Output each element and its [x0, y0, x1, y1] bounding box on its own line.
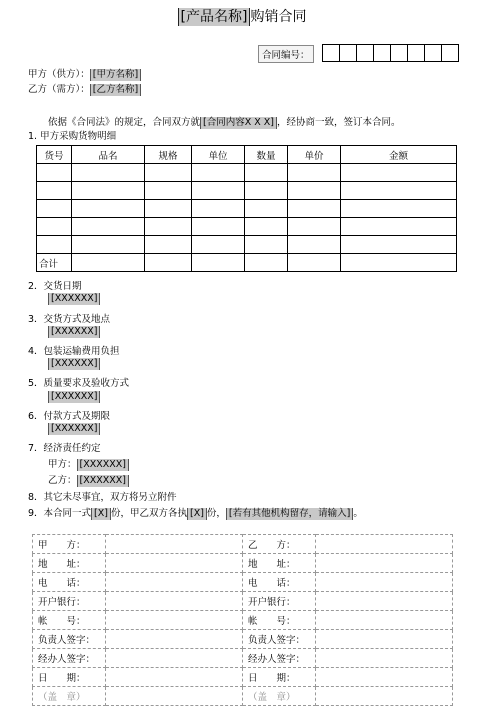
item-3-label: 3．交货方式及地点 — [28, 314, 111, 325]
contract-no-boxes[interactable] — [322, 44, 459, 62]
sign-a-label: 地 址： — [33, 554, 106, 573]
party-b-field[interactable]: [乙方名称] — [90, 84, 141, 96]
sign-a-value[interactable] — [106, 611, 243, 630]
sign-a-label: 帐 号： — [33, 611, 106, 630]
goods-table — [36, 145, 457, 272]
party-a-field[interactable]: [甲方名称] — [90, 69, 141, 81]
table-cell[interactable] — [341, 218, 457, 236]
table-cell[interactable] — [72, 218, 145, 236]
contract-no-digit-box[interactable] — [322, 44, 340, 62]
item-9-text-4: 。 — [353, 508, 363, 519]
total-cell[interactable] — [145, 254, 192, 272]
col-item-no: 货号 — [37, 146, 72, 164]
product-name-field[interactable]: [产品名称] — [178, 8, 251, 26]
item-6-field[interactable]: [XXXXXX] — [48, 423, 100, 435]
sign-b-value[interactable] — [316, 554, 453, 573]
sign-a-label: 日 期： — [33, 668, 106, 687]
table-cell[interactable] — [37, 236, 72, 254]
item-7-b-label: 乙方： — [48, 475, 77, 486]
item-2-label: 2．交货日期 — [28, 281, 82, 292]
total-cell[interactable] — [192, 254, 245, 272]
table-cell[interactable] — [245, 182, 288, 200]
table-cell[interactable] — [37, 182, 72, 200]
total-cell[interactable] — [72, 254, 145, 272]
item-9-text-3: 份， — [206, 508, 226, 519]
table-cell[interactable] — [192, 236, 245, 254]
table-cell[interactable] — [72, 164, 145, 182]
signature-row — [33, 554, 453, 573]
sign-b-label: 帐 号： — [242, 611, 315, 630]
signature-row — [33, 592, 453, 611]
sign-a-label: 负责人签字： — [33, 630, 106, 649]
party-b-label: 乙方（需方）： — [28, 84, 90, 95]
table-row — [37, 182, 457, 200]
section-1-heading: 1. 甲方采购货物明细 — [28, 131, 117, 142]
table-cell[interactable] — [145, 236, 192, 254]
sign-b-label: 地 址： — [242, 554, 315, 573]
table-cell[interactable] — [288, 200, 341, 218]
table-cell[interactable] — [145, 182, 192, 200]
contract-no-digit-box[interactable] — [425, 44, 442, 62]
item-2-field[interactable]: [XXXXXX] — [48, 293, 100, 305]
contract-no-digit-box[interactable] — [408, 44, 425, 62]
seal-b: （盖 章） — [242, 687, 315, 706]
total-cell[interactable] — [288, 254, 341, 272]
table-cell[interactable] — [192, 164, 245, 182]
table-cell[interactable] — [37, 218, 72, 236]
goods-table-body — [37, 164, 457, 254]
seal-b-area[interactable] — [316, 687, 453, 706]
sign-a-label: 经办人签字： — [33, 649, 106, 668]
sign-b-value[interactable] — [316, 611, 453, 630]
title-suffix: 购销合同 — [250, 9, 307, 25]
sign-a-label: 电 话： — [33, 573, 106, 592]
sign-a-value[interactable] — [106, 535, 243, 554]
signature-row — [33, 535, 453, 554]
table-cell[interactable] — [341, 164, 457, 182]
table-cell[interactable] — [341, 200, 457, 218]
table-cell[interactable] — [192, 182, 245, 200]
copies-each-field[interactable]: [X] — [187, 508, 207, 520]
table-row — [37, 218, 457, 236]
item-7-label: 7．经济责任约定 — [28, 443, 101, 454]
table-cell[interactable] — [288, 182, 341, 200]
sign-a-label: 开户银行： — [33, 592, 106, 611]
item-7-b-field[interactable]: [XXXXXX] — [77, 475, 129, 487]
seal-a-area[interactable] — [106, 687, 243, 706]
item-9-text-1: 9．本合同一式 — [28, 508, 92, 519]
seal-a: （盖 章） — [33, 687, 106, 706]
col-spec: 规格 — [145, 146, 192, 164]
table-row — [37, 236, 457, 254]
contract-no-digit-box[interactable] — [357, 44, 374, 62]
col-unit: 单位 — [192, 146, 245, 164]
sign-b-value[interactable] — [316, 649, 453, 668]
intro-paragraph — [48, 114, 401, 129]
item-7-a-label: 甲方： — [48, 459, 77, 470]
goods-table-header — [37, 146, 457, 164]
contract-no-digit-box[interactable] — [340, 44, 357, 62]
intro-prefix: 依据《合同法》的规定，合同双方就 — [48, 117, 201, 128]
table-cell[interactable] — [192, 218, 245, 236]
item-6-label: 6．付款方式及期限 — [28, 411, 111, 422]
table-cell[interactable] — [341, 182, 457, 200]
sign-a-value[interactable] — [106, 649, 243, 668]
sign-a-value[interactable] — [106, 592, 243, 611]
table-cell[interactable] — [37, 200, 72, 218]
total-cell[interactable] — [341, 254, 457, 272]
document-title — [0, 6, 484, 26]
table-cell[interactable] — [245, 164, 288, 182]
item-7-party-a — [48, 456, 129, 471]
table-cell[interactable] — [72, 182, 145, 200]
signature-row — [33, 649, 453, 668]
signature-row — [33, 630, 453, 649]
signature-row — [33, 611, 453, 630]
col-product-name: 品名 — [72, 146, 145, 164]
contract-no-label: 合同编号： — [258, 45, 314, 63]
sign-b-label: 电 话： — [242, 573, 315, 592]
sign-a-value[interactable] — [106, 573, 243, 592]
col-amount: 金额 — [341, 146, 457, 164]
sign-b-value[interactable] — [316, 630, 453, 649]
table-cell[interactable] — [288, 236, 341, 254]
item-4-field[interactable]: [XXXXXX] — [48, 358, 100, 370]
item-4-label: 4．包装运输费用负担 — [28, 346, 120, 357]
party-b-line — [28, 81, 141, 96]
table-cell[interactable] — [145, 218, 192, 236]
item-7-party-b — [48, 472, 129, 487]
table-cell[interactable] — [245, 218, 288, 236]
intro-suffix: ，经协商一致，签订本合同。 — [277, 117, 401, 128]
item-9-text-2: 份，甲乙双方各执 — [110, 508, 187, 519]
goods-total-row — [37, 254, 457, 272]
table-cell[interactable] — [72, 200, 145, 218]
sign-b-value[interactable] — [316, 573, 453, 592]
sign-b-label: 负责人签字： — [242, 630, 315, 649]
table-cell[interactable] — [245, 236, 288, 254]
total-label: 合计 — [37, 254, 72, 272]
item-5-label: 5．质量要求及验收方式 — [28, 378, 130, 389]
table-row — [37, 164, 457, 182]
sign-b-label: 开户银行： — [242, 592, 315, 611]
sign-a-value[interactable] — [106, 668, 243, 687]
signature-row — [33, 668, 453, 687]
item-3-field[interactable]: [XXXXXX] — [48, 326, 100, 338]
contract-no-digit-box[interactable] — [442, 44, 459, 62]
sign-b-label: 经办人签字： — [242, 649, 315, 668]
sign-b-label: 日 期： — [242, 668, 315, 687]
item-7-a-field[interactable]: [XXXXXX] — [77, 459, 129, 471]
sign-b-value[interactable] — [316, 668, 453, 687]
signature-row — [33, 573, 453, 592]
table-cell[interactable] — [145, 200, 192, 218]
table-row — [37, 200, 457, 218]
table-cell[interactable] — [192, 200, 245, 218]
table-cell[interactable] — [245, 200, 288, 218]
contract-content-field[interactable]: [合同内容X X X] — [200, 117, 277, 129]
col-unit-price: 单价 — [288, 146, 341, 164]
seal-row — [33, 687, 453, 706]
sign-a-value[interactable] — [106, 630, 243, 649]
sign-b-value[interactable] — [316, 592, 453, 611]
copies-total-field[interactable]: [X] — [91, 508, 111, 520]
table-cell[interactable] — [288, 164, 341, 182]
sign-b-value[interactable] — [316, 535, 453, 554]
party-a-label: 甲方（供方）： — [28, 69, 90, 80]
item-9-line — [28, 505, 363, 520]
other-holder-field[interactable]: [若有其他机构留存，请输入] — [226, 508, 353, 520]
sign-b-label: 乙 方： — [242, 535, 315, 554]
table-cell[interactable] — [288, 218, 341, 236]
party-a-line — [28, 66, 141, 81]
item-5-field[interactable]: [XXXXXX] — [48, 391, 100, 403]
table-cell[interactable] — [37, 164, 72, 182]
table-cell[interactable] — [341, 236, 457, 254]
table-cell[interactable] — [145, 164, 192, 182]
sign-a-value[interactable] — [106, 554, 243, 573]
table-cell[interactable] — [72, 236, 145, 254]
total-cell[interactable] — [245, 254, 288, 272]
item-8-text: 8．其它未尽事宜，双方将另立附件 — [28, 492, 177, 503]
contract-no-digit-box[interactable] — [374, 44, 391, 62]
col-quantity: 数量 — [245, 146, 288, 164]
contract-no-digit-box[interactable] — [391, 44, 408, 62]
sign-a-label: 甲 方： — [33, 535, 106, 554]
signature-table — [32, 534, 453, 706]
